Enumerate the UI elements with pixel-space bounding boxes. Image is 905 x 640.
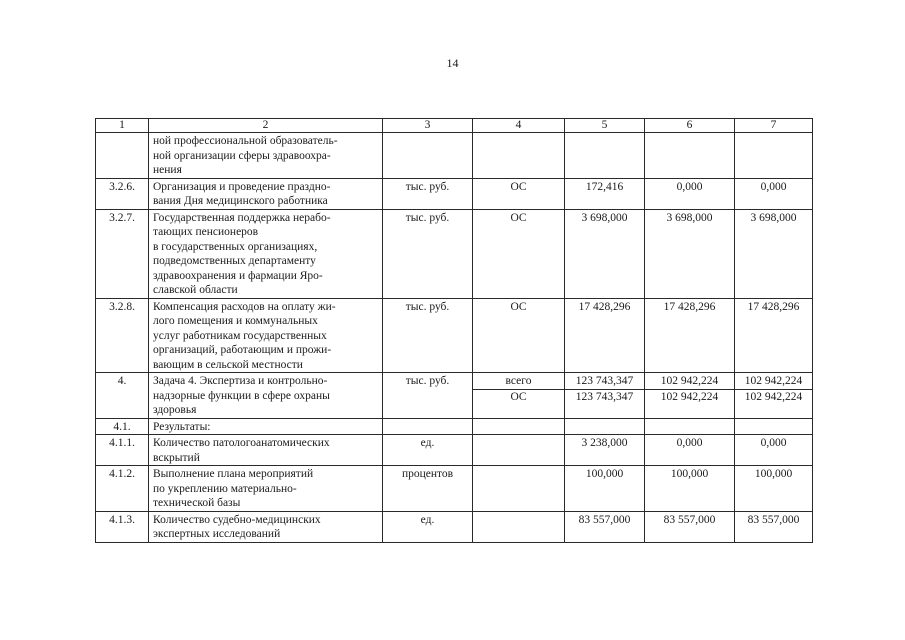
name-line: технической базы xyxy=(153,497,241,509)
unit-cell: тыс. руб. xyxy=(383,298,473,373)
source-cell xyxy=(473,418,565,435)
row-name-cell xyxy=(149,298,383,373)
row-number-cell xyxy=(96,133,149,179)
header-cell: 2 xyxy=(149,119,383,133)
year3-cell xyxy=(735,133,813,179)
page-number: 14 xyxy=(446,56,459,70)
year1-value: 3 698,000 xyxy=(581,211,628,224)
name-line: Государственная поддержка нерабо- xyxy=(153,211,331,224)
unit-cell xyxy=(383,133,473,179)
source-cell xyxy=(473,133,565,179)
row-number-cell: 4.1.1. xyxy=(96,435,149,466)
year2-cell xyxy=(645,209,735,298)
name-line: лого помещения и коммунальных xyxy=(153,315,318,327)
year2-cell xyxy=(645,435,735,466)
unit-cell: тыс. руб. xyxy=(383,209,473,298)
source-value: ОС xyxy=(510,390,527,403)
row-name-cell xyxy=(149,466,383,512)
year1-value: 123 743,347 xyxy=(575,390,634,403)
year1-value: 100,000 xyxy=(585,468,624,480)
row-number-cell: 4.1. xyxy=(96,418,149,435)
year2-cell xyxy=(645,511,735,542)
year3-cell xyxy=(735,178,813,209)
name-line: вающим в сельской местности xyxy=(153,358,303,371)
year2-cell xyxy=(645,133,735,179)
year3-cell xyxy=(735,209,813,298)
row-name-cell xyxy=(149,373,383,419)
year1-value: 3 238,000 xyxy=(581,437,628,449)
source-cell xyxy=(473,373,565,419)
name-line: надзорные функции в сфере охраны xyxy=(153,389,330,402)
year2-value: 102 942,224 xyxy=(645,374,734,390)
source-cell xyxy=(473,435,565,466)
name-line: подведомственных департаменту xyxy=(153,255,316,267)
source-cell xyxy=(473,178,565,209)
indicators-table xyxy=(95,118,813,543)
header-cell: 6 xyxy=(645,119,735,133)
name-line: Количество судебно-медицинских xyxy=(153,513,321,526)
year2-cell xyxy=(645,178,735,209)
row-name-cell xyxy=(149,435,383,466)
source-value: ОС xyxy=(510,211,527,224)
name-line: нения xyxy=(153,164,182,176)
year2-value: 83 557,000 xyxy=(663,513,716,526)
table-row xyxy=(96,511,813,542)
name-line: Задача 4. Экспертиза и контрольно- xyxy=(153,375,328,387)
row-name-cell xyxy=(149,418,383,435)
year2-value: 0,000 xyxy=(676,180,703,193)
year2-cell xyxy=(645,418,735,435)
table-row xyxy=(96,209,813,298)
row-number-cell: 3.2.8. xyxy=(96,298,149,373)
source-value: всего xyxy=(473,374,564,390)
year3-cell xyxy=(735,418,813,435)
source-cell xyxy=(473,511,565,542)
header-cell: 4 xyxy=(473,119,565,133)
unit-cell: тыс. руб. xyxy=(383,373,473,419)
year1-cell xyxy=(565,418,645,435)
year1-cell xyxy=(565,435,645,466)
name-line: ной организации сферы здравоохра- xyxy=(153,149,331,162)
year3-cell xyxy=(735,435,813,466)
source-value: ОС xyxy=(510,300,527,313)
unit-cell xyxy=(383,418,473,435)
row-number-cell: 3.2.6. xyxy=(96,178,149,209)
name-line: услуг работникам государственных xyxy=(153,329,327,342)
name-line: тающих пенсионеров xyxy=(153,226,259,238)
unit-cell: ед. xyxy=(383,435,473,466)
name-line: Выполнение плана мероприятий xyxy=(153,468,314,480)
source-cell xyxy=(473,209,565,298)
source-cell xyxy=(473,466,565,512)
name-line: Компенсация расходов на оплату жи- xyxy=(153,300,336,313)
name-line: вания Дня медицинского работника xyxy=(153,195,328,207)
name-line: здоровья xyxy=(153,404,197,416)
name-line: Количество патологоанатомических xyxy=(153,437,330,449)
year1-cell xyxy=(565,466,645,512)
year2-cell xyxy=(645,466,735,512)
table-row xyxy=(96,178,813,209)
year2-value: 3 698,000 xyxy=(666,211,713,224)
year1-cell xyxy=(565,511,645,542)
header-row xyxy=(96,119,813,133)
year1-cell xyxy=(565,178,645,209)
name-line: вскрытий xyxy=(153,451,200,464)
row-number-cell: 4.1.3. xyxy=(96,511,149,542)
year2-value: 17 428,296 xyxy=(663,300,716,313)
year3-cell xyxy=(735,511,813,542)
year3-cell xyxy=(735,466,813,512)
header-cell: 5 xyxy=(565,119,645,133)
year3-cell xyxy=(735,298,813,373)
year1-cell xyxy=(565,298,645,373)
name-line: по укреплению материально- xyxy=(153,482,297,495)
year3-cell xyxy=(735,373,813,419)
row-name-cell xyxy=(149,511,383,542)
year2-value: 102 942,224 xyxy=(660,390,719,403)
table-row xyxy=(96,133,813,179)
year3-value: 17 428,296 xyxy=(747,300,800,313)
year3-value: 0,000 xyxy=(760,437,787,449)
header-cell: 7 xyxy=(735,119,813,133)
name-line: славской области xyxy=(153,284,238,296)
row-name-cell xyxy=(149,133,383,179)
year2-value: 100,000 xyxy=(670,468,709,480)
year1-cell xyxy=(565,373,645,419)
year3-value: 102 942,224 xyxy=(744,390,803,403)
year3-value: 0,000 xyxy=(760,180,787,193)
table-row xyxy=(96,418,813,435)
name-line: Результаты: xyxy=(153,420,211,433)
year1-value: 17 428,296 xyxy=(578,300,631,313)
row-name-cell xyxy=(149,209,383,298)
table-row xyxy=(96,298,813,373)
year1-value: 83 557,000 xyxy=(578,513,631,526)
row-number-cell: 3.2.7. xyxy=(96,209,149,298)
unit-cell: процентов xyxy=(383,466,473,512)
year3-value: 3 698,000 xyxy=(750,211,797,224)
unit-cell: ед. xyxy=(383,511,473,542)
year1-cell xyxy=(565,133,645,179)
header-cell: 3 xyxy=(383,119,473,133)
unit-cell: тыс. руб. xyxy=(383,178,473,209)
name-line: в государственных организациях, xyxy=(153,240,318,253)
source-value: ОС xyxy=(510,180,527,193)
year1-value: 172,416 xyxy=(585,180,624,193)
header-cell: 1 xyxy=(96,119,149,133)
source-cell xyxy=(473,298,565,373)
row-name-cell xyxy=(149,178,383,209)
table-row xyxy=(96,373,813,419)
year2-value: 0,000 xyxy=(676,437,703,449)
name-line: ной профессиональной образователь- xyxy=(153,135,338,147)
year3-value: 100,000 xyxy=(754,468,793,480)
row-number-cell: 4.1.2. xyxy=(96,466,149,512)
year2-cell xyxy=(645,373,735,419)
year2-cell xyxy=(645,298,735,373)
name-line: Организация и проведение праздно- xyxy=(153,180,331,193)
name-line: организаций, работающим и прожи- xyxy=(153,344,332,356)
year3-value: 102 942,224 xyxy=(735,374,812,390)
table-row xyxy=(96,466,813,512)
year1-cell xyxy=(565,209,645,298)
year3-value: 83 557,000 xyxy=(747,513,800,526)
year1-value: 123 743,347 xyxy=(565,374,644,390)
row-number-cell: 4. xyxy=(96,373,149,419)
name-line: здравоохранения и фармации Яро- xyxy=(153,269,323,282)
table-row xyxy=(96,435,813,466)
name-line: экспертных исследований xyxy=(153,528,281,540)
